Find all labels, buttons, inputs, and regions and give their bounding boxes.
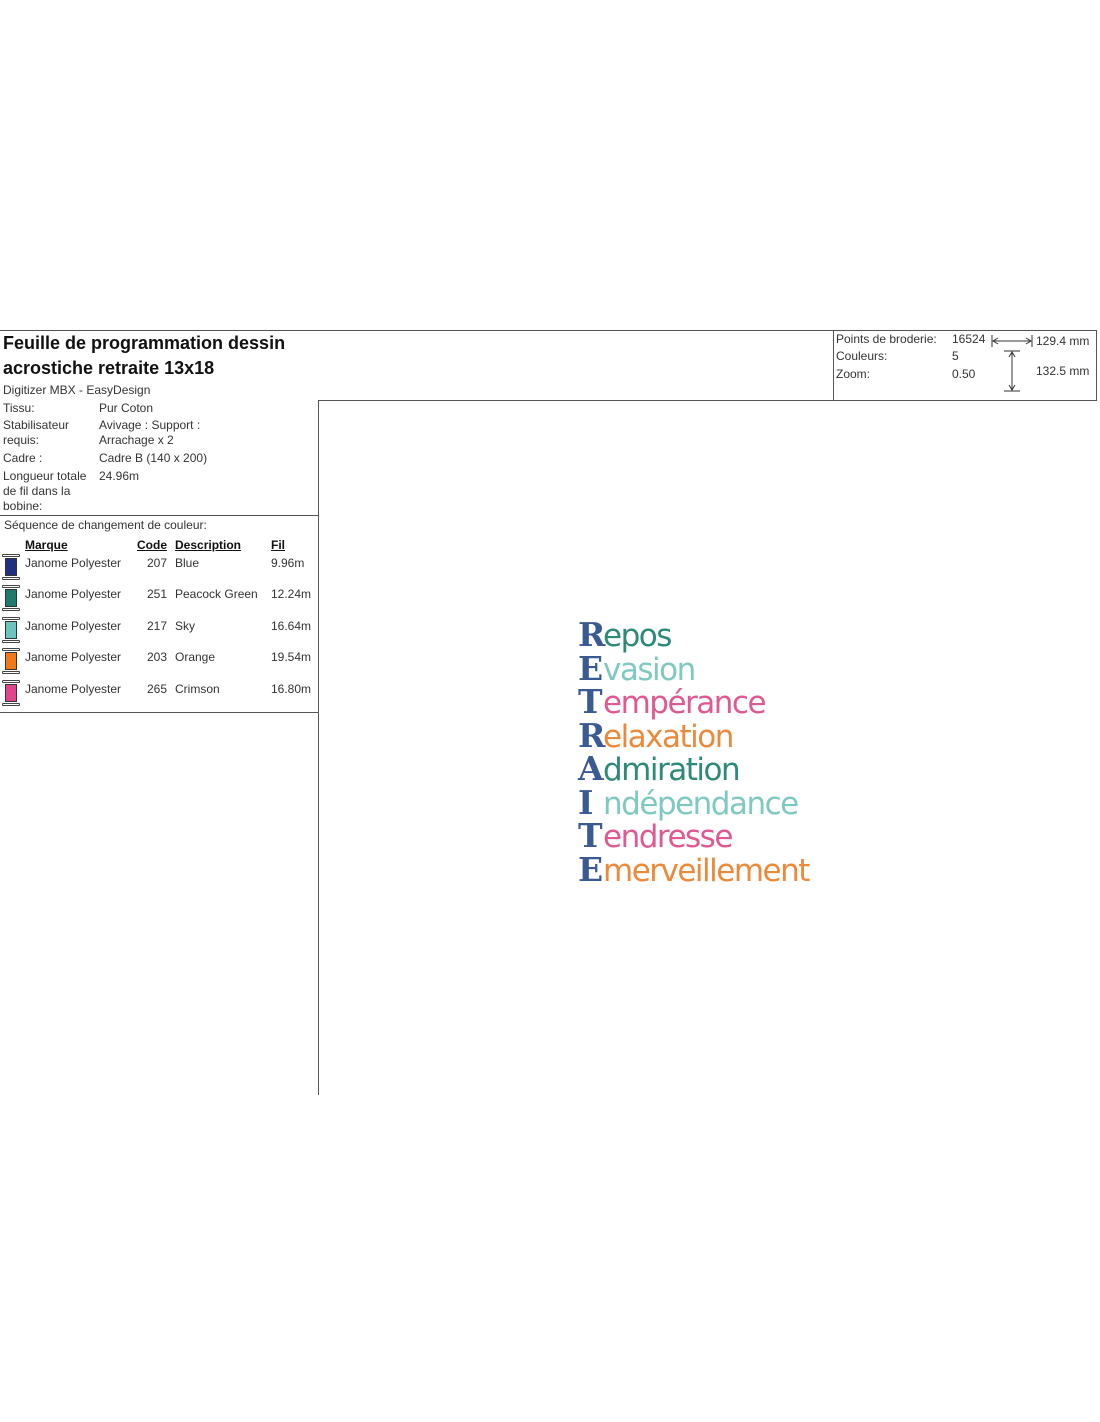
acrostic-row (578, 682, 809, 721)
properties-bottom-border (0, 515, 319, 516)
table-cell-thread: 16.64m (271, 619, 312, 633)
top-border (0, 330, 1097, 331)
table-cell-brand: Janome Polyester (25, 619, 122, 633)
table-cell-description: Peacock Green (175, 587, 258, 601)
table-cell-code: 251 (147, 587, 168, 601)
acrostic-initial: E (578, 849, 603, 889)
table-cell-description: Sky (175, 619, 196, 633)
table-cell-code: 217 (147, 619, 168, 633)
acrostic-row (578, 715, 809, 755)
zoom-value: 0.50 (952, 367, 976, 381)
colors-value: 5 (952, 349, 959, 363)
acrostic-word: epos (603, 618, 671, 654)
thread-spool-icon (2, 554, 20, 581)
fabric-label: Tissu: (3, 401, 35, 415)
thread-column-header: Fil (271, 538, 285, 552)
stabilizer-value: Avivage : Support : Arrachage x 2 (99, 418, 201, 447)
acrostic-row (578, 615, 809, 654)
frame-value: Cadre B (140 x 200) (99, 451, 208, 465)
embroidery-design-acrostic (578, 615, 809, 889)
acrostic-word: dmiration (603, 752, 740, 788)
table-cell-description: Orange (175, 650, 216, 664)
acrostic-row (578, 648, 809, 688)
color-sequence-title: Séquence de changement de couleur: (4, 518, 207, 532)
description-column-header: Description (175, 538, 242, 552)
acrostic-word: endresse (603, 819, 732, 855)
acrostic-word: merveillement (603, 852, 809, 889)
thread-spool-icon (2, 617, 20, 644)
width-value: 129.4 mm (1036, 334, 1090, 348)
thread-spool-icon (2, 680, 20, 707)
frame-label: Cadre : (3, 451, 43, 465)
page-title-line-2: acrostiche retraite 13x18 (3, 358, 215, 378)
acrostic-row (578, 782, 809, 822)
acrostic-initial: T (578, 682, 602, 721)
acrostic-initial: R (578, 615, 605, 654)
table-cell-brand: Janome Polyester (25, 587, 122, 601)
table-cell-description: Crimson (175, 682, 220, 696)
stats-left-border (833, 330, 834, 400)
software-subtitle: Digitizer MBX - EasyDesign (3, 383, 151, 397)
table-cell-thread: 9.96m (271, 556, 305, 570)
acrostic-word: elaxation (603, 718, 733, 755)
height-dimension-icon (1002, 350, 1022, 392)
table-cell-code: 265 (147, 682, 168, 696)
colors-label: Couleurs: (836, 349, 888, 363)
table-cell-thread: 19.54m (271, 650, 312, 664)
thread-spool-icon (2, 585, 20, 612)
table-cell-code: 207 (147, 556, 168, 570)
stabilizer-label: Stabilisateur requis: (3, 418, 70, 447)
table-cell-brand: Janome Polyester (25, 556, 122, 570)
acrostic-initial: R (578, 715, 605, 755)
table-cell-brand: Janome Polyester (25, 682, 122, 696)
acrostic-initial: E (578, 648, 603, 688)
fabric-value: Pur Coton (99, 401, 154, 415)
stitches-value: 16524 (952, 332, 986, 346)
table-cell-code: 203 (147, 650, 168, 664)
programming-sheet (0, 330, 1097, 1095)
acrostic-word: ndépendance (603, 785, 798, 822)
acrostic-row (578, 816, 809, 855)
thread-spool-icon (2, 648, 20, 675)
zoom-label: Zoom: (836, 367, 871, 381)
acrostic-initial: A (578, 749, 603, 788)
stitches-label: Points de broderie: (836, 332, 937, 346)
thread-length-value: 24.96m (99, 469, 140, 483)
thread-length-label: Longueur totale de fil dans la bobine: (3, 469, 87, 513)
code-column-header: Code (137, 538, 167, 552)
table-cell-thread: 12.24m (271, 587, 312, 601)
acrostic-row (578, 749, 809, 788)
sequence-bottom-border (0, 712, 319, 713)
table-cell-brand: Janome Polyester (25, 650, 122, 664)
height-value: 132.5 mm (1036, 364, 1090, 378)
acrostic-word: empérance (603, 685, 766, 721)
acrostic-word: vasion (603, 651, 695, 688)
page-title-line-1: Feuille de programmation dessin (3, 333, 286, 353)
right-border (1096, 330, 1097, 400)
brand-column-header: Marque (25, 538, 68, 552)
width-dimension-icon (991, 333, 1033, 349)
acrostic-row (578, 849, 809, 889)
acrostic-initial: T (578, 816, 602, 855)
table-cell-description: Blue (175, 556, 200, 570)
table-cell-thread: 16.80m (271, 682, 312, 696)
acrostic-initial: I (578, 782, 593, 822)
